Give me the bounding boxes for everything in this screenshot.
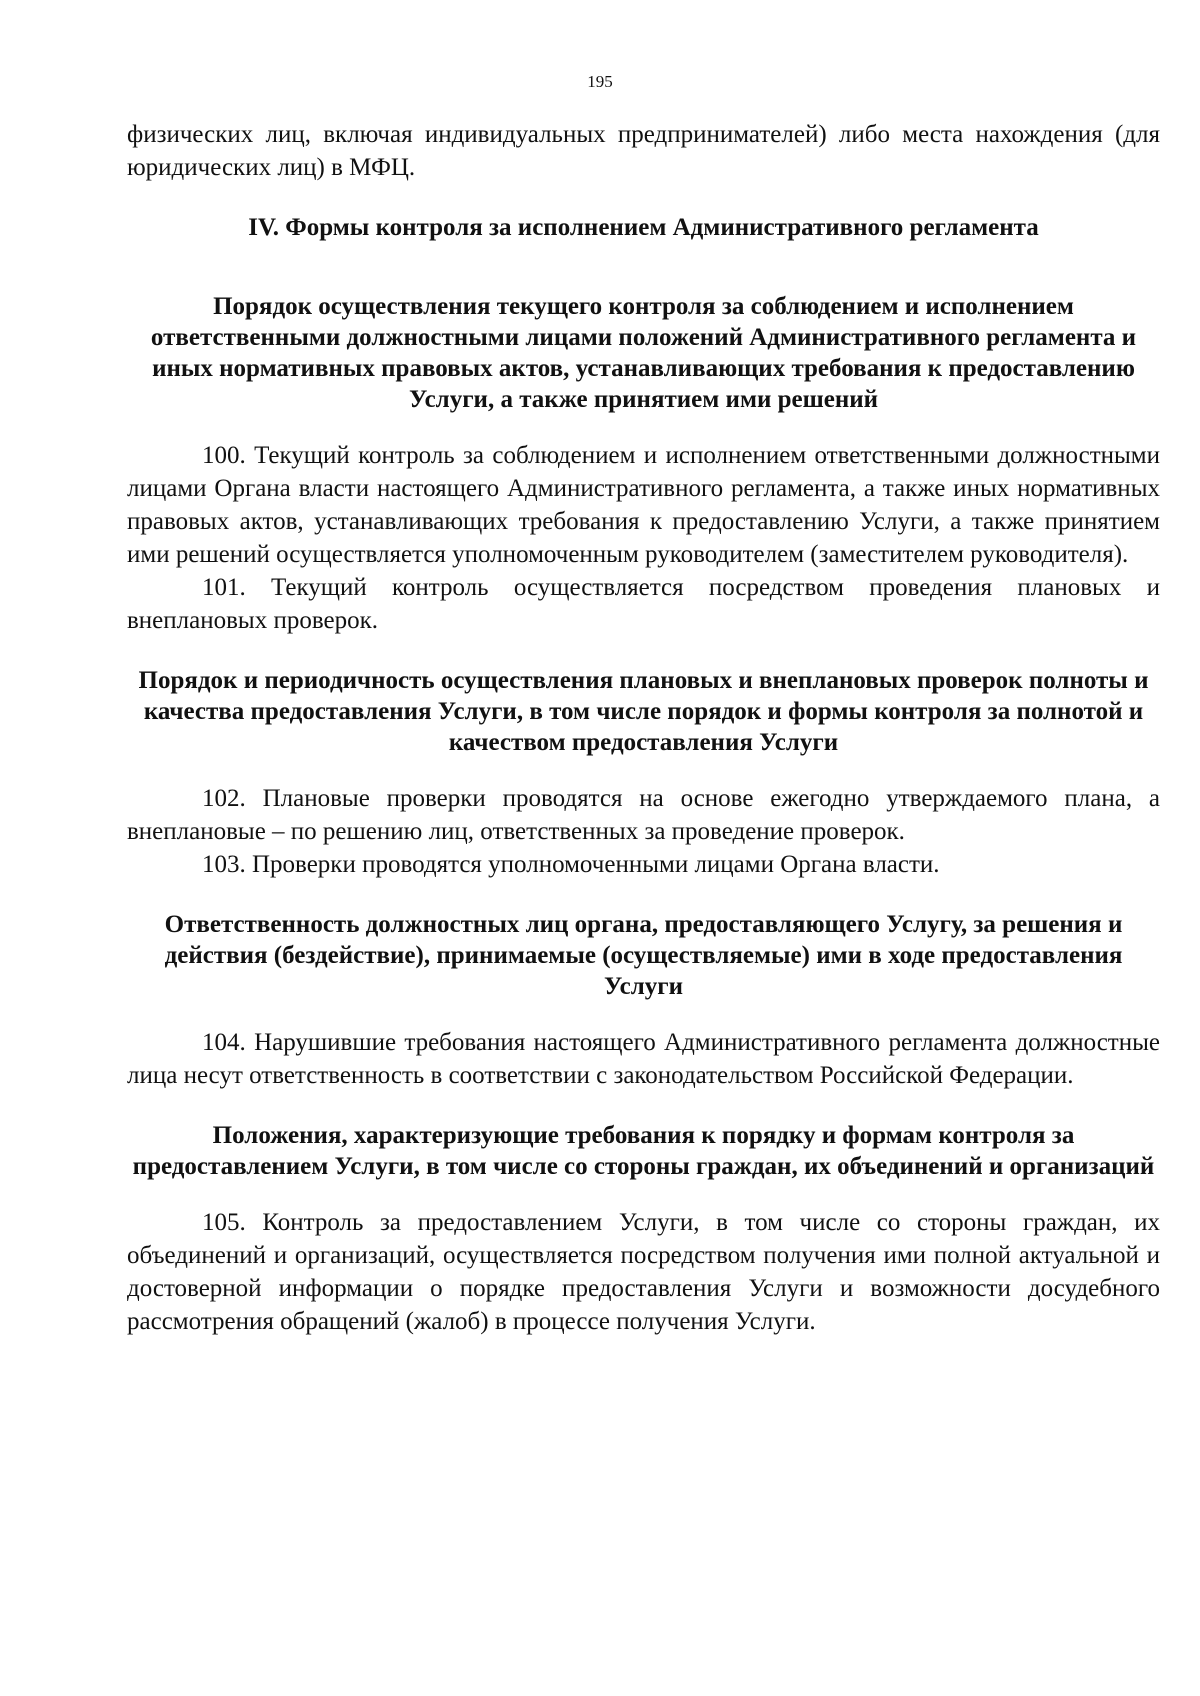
paragraph: 104. Нарушившие требования настоящего Административного регламента должностные лица несут ответственность в соответствии с законодательством Российской Федерации. [127,1029,1160,1089]
page-number: 195 [587,72,613,91]
block-heading: Ответственность должностных лиц органа, предоставляющего Услугу, за решения и действия (бездействие), принимаемые (осуществляемые) ими в ходе предоставления Услуги [164,911,1123,1000]
block-heading: Порядок осуществления текущего контроля за соблюдением и исполнением ответственными должностными лицами положений Административного регламента и иных нормативных правовых актов, устанавливающих требования к предоставлению Услуги, а также принятием ими решений [150,293,1137,413]
page-content [127,118,1160,1338]
paragraph: 105. Контроль за предоставлением Услуги, в том числе со стороны граждан, их объединений и организаций, осуществляется посредством получения ими полной актуальной и достоверной информации о порядке предоставления Услуги и возможности досудебного рассмотрения обращений (жалоб) в процессе получения Услуги. [127,1209,1160,1335]
paragraph: 102. Плановые проверки проводятся на основе ежегодно утверждаемого плана, а внеплановые – по решению лиц, ответственных за проведение проверок. [127,785,1160,845]
paragraph: 101. Текущий контроль осуществляется посредством проведения плановых и внеплановых проверок. [127,574,1160,634]
paragraph: 103. Проверки проводятся уполномоченными лицами Органа власти. [202,851,940,878]
block-heading: Порядок и периодичность осуществления плановых и внеплановых проверок полноты и качества предоставления Услуги, в том числе порядок и формы контроля за полнотой и качеством предоставления Услуги [138,667,1149,756]
section-title: IV. Формы контроля за исполнением Административного регламента [248,214,1039,241]
paragraph: 100. Текущий контроль за соблюдением и исполнением ответственными должностными лицами Органа власти настоящего Административного регламента, а также иных нормативных правовых актов, устанавливающих требования к предоставлению Услуги, а также принятием ими решений осуществляется уполномоченным руководителем (заместителем руководителя). [127,442,1160,568]
block-heading: Положения, характеризующие требования к порядку и формам контроля за предоставлением Услуги, в том числе со стороны граждан, их объединений и организаций [132,1122,1155,1180]
intro-paragraph: физических лиц, включая индивидуальных предпринимателей) либо места нахождения (для юридических лиц) в МФЦ. [127,121,1160,181]
